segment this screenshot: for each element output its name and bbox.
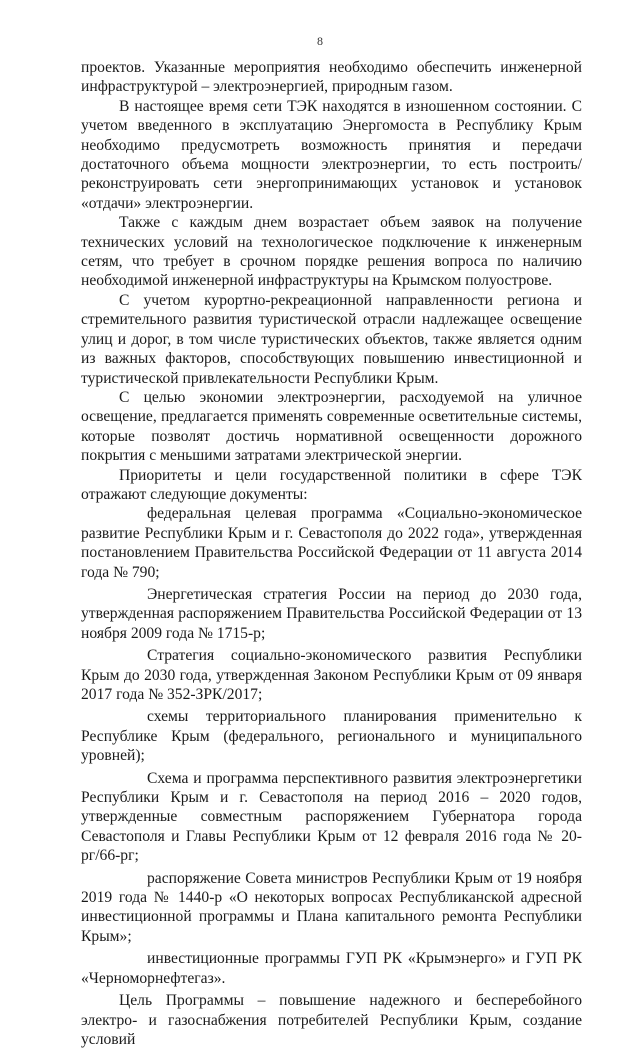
paragraph-continuation: проектов. Указанные мероприятия необходимо обеспечить инженерной инфраструктурой – электроэнергией, природным газом. bbox=[81, 59, 582, 96]
document-body bbox=[81, 58, 582, 1049]
paragraph-energy-saving: С целью экономии электроэнергии, расходуемой на уличное освещение, предлагается применять современные осветительные системы, которые позволят достичь нормативной освещенности дорожного покрытия с меньшими затратами электрической энергии. bbox=[81, 388, 582, 465]
document-list-item: Стратегия социально-экономического развития Республики Крым до 2030 года, утвержденная Законом Республики Крым от 09 января 2017 года № 352-ЗРК/2017; bbox=[81, 647, 582, 703]
document-list-item: федеральная целевая программа «Социально-экономическое развитие Республики Крым и г. Севастополя до 2022 года», утвержденная постановлением Правительства Российской Федерации от 11 августа 2014 года № 790; bbox=[81, 505, 582, 581]
paragraph-connection-requests: Также с каждым днем возрастает объем заявок на получение технических условий на технологическое подключение к инженерным сетям, что требует в срочном порядке решения вопроса по наличию необходимой инженерной инфраструктуры на Крымском полуострове. bbox=[81, 214, 582, 290]
paragraph-network-condition: В настоящее время сети ТЭК находятся в изношенном состоянии. С учетом введенного в эксплуатацию Энергомоста в Республику Крым необходимо предусмотреть возможность принятия и передачи достаточного объема мощности электроэнергии, то есть построить/реконструировать сети энергопринимающих установок и установок «отдачи» электроэнергии. bbox=[81, 97, 582, 212]
paragraph-program-goal: Цель Программы – повышение надежного и бесперебойного электро- и газоснабжения потребителей Республики Крым, создание условий bbox=[81, 992, 582, 1048]
paragraph-priorities: Приоритеты и цели государственной политики в сфере ТЭК отражают следующие документы: bbox=[81, 466, 582, 503]
document-list-item: Энергетическая стратегия России на период до 2030 года, утвержденная распоряжением Правительства Российской Федерации от 13 ноября 2009 года № 1715-р; bbox=[81, 585, 582, 642]
document-list-item: распоряжение Совета министров Республики Крым от 19 ноября 2019 года № 1440-р «О некоторых вопросах Республиканской адресной инвестиционной программы и Плана капитального ремонта Республики Крым»; bbox=[81, 869, 582, 945]
paragraph-street-lighting: С учетом курортно-рекреационной направленности региона и стремительного развития туристической отрасли надлежащее освещение улиц и дорог, в том числе туристических объектов, также является одним из важных факторов, способствующих повышению инвестиционной и туристической привлекательности Республики Крым. bbox=[81, 291, 582, 387]
page-number: 8 bbox=[317, 34, 323, 48]
document-list-item: Схема и программа перспективного развития электроэнергетики Республики Крым и г. Севастополя на период 2016 – 2020 годов, утвержденные совместным распоряжением Губернатора города Севастополя и Главы Республики Крым от 12 февраля 2016 года № 20-рг/66-рг; bbox=[81, 769, 582, 865]
document-list-item: инвестиционные программы ГУП РК «Крымэнерго» и ГУП РК «Черноморнефтегаз». bbox=[81, 950, 582, 987]
document-list-item: схемы территориального планирования применительно к Республике Крым (федерального, регионального и муниципального уровней); bbox=[81, 708, 582, 765]
